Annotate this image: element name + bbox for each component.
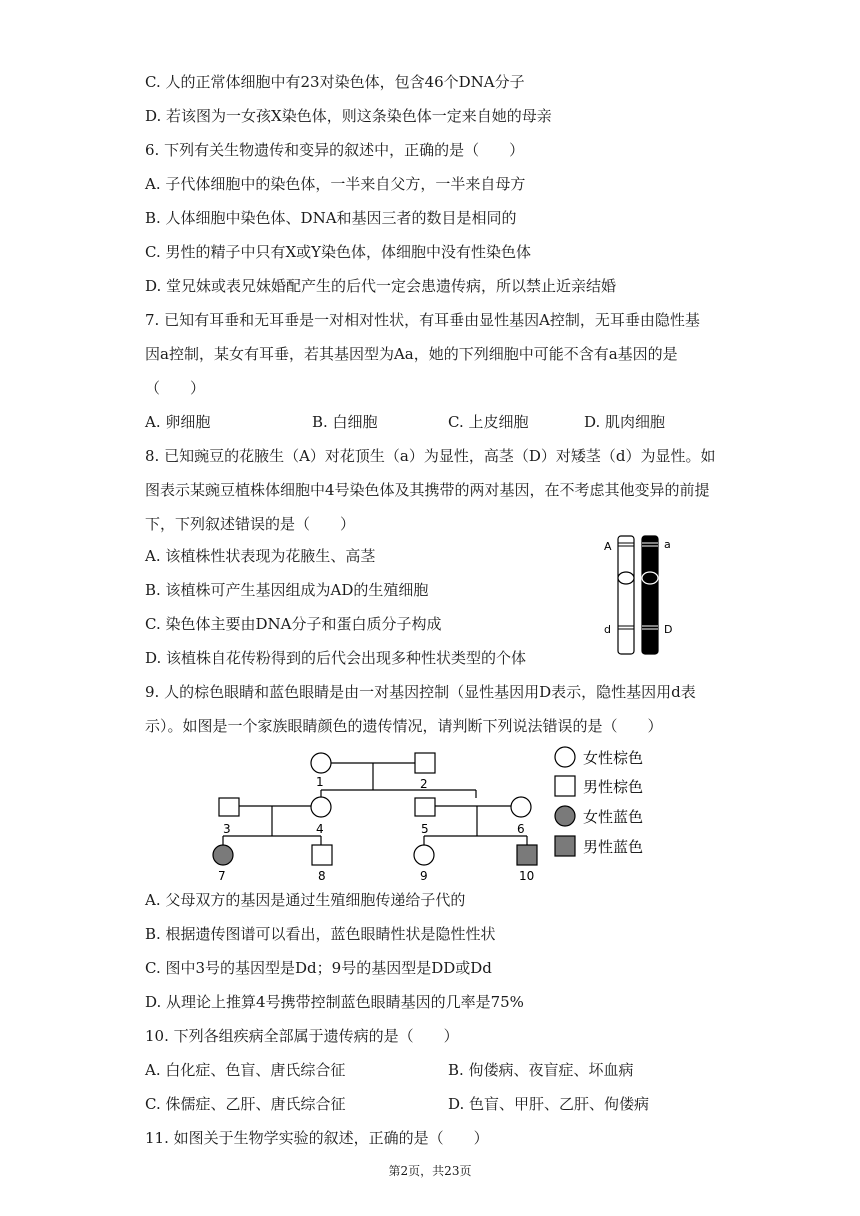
pedigree-number-2: 2 bbox=[420, 777, 428, 791]
q10-options-row-2 bbox=[0, 1094, 860, 1114]
q9-option-b: B. 根据遗传图谱可以看出，蓝色眼睛性状是隐性性状 bbox=[145, 925, 496, 943]
q6-option-c: C. 男性的精子中只有X或Y染色体，体细胞中没有性染色体 bbox=[145, 243, 532, 261]
gene-label-A: A bbox=[604, 540, 612, 553]
q10-option-a: A. 白化症、色盲、唐氏综合征 bbox=[145, 1061, 346, 1079]
q6-stem: 6. 下列有关生物遗传和变异的叙述中，正确的是（ ） bbox=[145, 141, 525, 159]
legend-female-brown-label: 女性棕色 bbox=[583, 749, 644, 767]
q7-option-b: B. 白细胞 bbox=[312, 413, 378, 431]
pedigree-legend bbox=[555, 747, 643, 856]
pedigree-chart bbox=[195, 742, 665, 884]
q7-stem-line-3: （ ） bbox=[145, 379, 206, 397]
q7-stem-line-2: 因a控制，某女有耳垂，若其基因型为Aa，她的下列细胞中可能不含有a基因的是 bbox=[145, 345, 678, 363]
q10-stem: 10. 下列各组疾病全部属于遗传病的是（ ） bbox=[145, 1027, 459, 1045]
pedigree-individual-5 bbox=[415, 798, 435, 816]
q9-stem-line-1: 9. 人的棕色眼睛和蓝色眼睛是由一对基因控制（显性基因用D表示，隐性基因用d表 bbox=[145, 683, 696, 701]
q9-option-d: D. 从理论上推算4号携带控制蓝色眼睛基因的几率是75% bbox=[145, 993, 524, 1011]
legend-female-brown-symbol bbox=[555, 747, 575, 767]
q6-option-d: D. 堂兄妹或表兄妹婚配产生的后代一定会患遗传病，所以禁止近亲结婚 bbox=[145, 277, 617, 295]
legend-male-blue-label: 男性蓝色 bbox=[583, 838, 644, 856]
q9-option-c: C. 图中3号的基因型是Dd；9号的基因型是DD或Dd bbox=[145, 959, 492, 977]
q8-option-a: A. 该植株性状表现为花腋生、高茎 bbox=[145, 547, 376, 565]
q5-option-d: D. 若该图为一女孩X染色体，则这条染色体一定来自她的母亲 bbox=[145, 107, 552, 125]
pedigree-individual-9 bbox=[414, 845, 434, 865]
pedigree-number-4: 4 bbox=[316, 822, 324, 836]
legend-female-blue-symbol bbox=[555, 806, 575, 826]
q8-stem-line-2: 图表示某豌豆植株体细胞中4号染色体及其携带的两对基因，在不考虑其他变异的前提 bbox=[145, 481, 710, 499]
q8-option-d: D. 该植株自花传粉得到的后代会出现多种性状类型的个体 bbox=[145, 649, 527, 667]
q5-option-c: C. 人的正常体细胞中有23对染色体，包含46个DNA分子 bbox=[145, 73, 525, 91]
q7-option-d: D. 肌肉细胞 bbox=[584, 413, 666, 431]
pedigree-individual-4 bbox=[311, 797, 331, 817]
pedigree-number-3: 3 bbox=[223, 822, 231, 836]
pedigree-individual-3 bbox=[219, 798, 239, 816]
gene-label-a: a bbox=[664, 538, 671, 551]
pedigree-number-7: 7 bbox=[218, 869, 226, 883]
chromosome-light bbox=[618, 536, 634, 654]
pedigree-individual-6 bbox=[511, 797, 531, 817]
pedigree-number-9: 9 bbox=[420, 869, 428, 883]
pedigree-individual-10 bbox=[517, 845, 537, 865]
legend-male-brown-label: 男性棕色 bbox=[583, 778, 644, 796]
q8-stem-line-3: 下，下列叙述错误的是（ ） bbox=[145, 515, 356, 533]
pedigree-number-10: 10 bbox=[519, 869, 535, 883]
legend-male-blue-symbol bbox=[555, 836, 575, 856]
centromere-dark bbox=[642, 572, 658, 584]
q10-options-row-1 bbox=[0, 1060, 860, 1080]
chromosome-dark bbox=[642, 536, 658, 654]
q8-stem-line-1: 8. 已知豌豆的花腋生（A）对花顶生（a）为显性，高茎（D）对矮茎（d）为显性。如 bbox=[145, 447, 716, 465]
pedigree-number-5: 5 bbox=[421, 822, 429, 836]
q6-option-b: B. 人体细胞中染色体、DNA和基因三者的数目是相同的 bbox=[145, 209, 517, 227]
pedigree-number-1: 1 bbox=[316, 775, 324, 789]
legend-male-brown-symbol bbox=[555, 776, 575, 796]
q8-option-c: C. 染色体主要由DNA分子和蛋白质分子构成 bbox=[145, 615, 442, 633]
pedigree-number-6: 6 bbox=[517, 822, 525, 836]
q6-option-a: A. 子代体细胞中的染色体，一半来自父方，一半来自母方 bbox=[145, 175, 526, 193]
legend-female-blue-label: 女性蓝色 bbox=[583, 808, 644, 826]
q9-stem-line-2: 示）。如图是一个家族眼睛颜色的遗传情况，请判断下列说法错误的是（ ） bbox=[145, 717, 663, 735]
q10-option-c: C. 侏儒症、乙肝、唐氏综合征 bbox=[145, 1095, 346, 1113]
q7-option-c: C. 上皮细胞 bbox=[448, 413, 529, 431]
q9-option-a: A. 父母双方的基因是通过生殖细胞传递给子代的 bbox=[145, 891, 466, 909]
q7-options-row bbox=[0, 412, 860, 432]
pedigree-individual-2 bbox=[415, 753, 435, 773]
q11-stem: 11. 如图关于生物学实验的叙述，正确的是（ ） bbox=[145, 1129, 489, 1147]
chromosome-figure bbox=[596, 530, 678, 660]
pedigree-number-8: 8 bbox=[318, 869, 326, 883]
q7-stem-line-1: 7. 已知有耳垂和无耳垂是一对相对性状，有耳垂由显性基因A控制，无耳垂由隐性基 bbox=[145, 311, 700, 329]
pedigree-individual-8 bbox=[312, 845, 332, 865]
q8-option-b: B. 该植株可产生基因组成为AD的生殖细胞 bbox=[145, 581, 429, 599]
pedigree-individual-7 bbox=[213, 845, 233, 865]
pedigree-individual-1 bbox=[311, 753, 331, 773]
q7-option-a: A. 卵细胞 bbox=[145, 413, 211, 431]
gene-label-d: d bbox=[604, 623, 611, 636]
gene-label-D: D bbox=[664, 623, 673, 636]
q10-option-b: B. 佝偻病、夜盲症、坏血病 bbox=[448, 1061, 634, 1079]
page-footer: 第2页，共23页 bbox=[388, 1164, 472, 1178]
q10-option-d: D. 色盲、甲肝、乙肝、佝偻病 bbox=[448, 1095, 650, 1113]
centromere-light bbox=[618, 572, 634, 584]
